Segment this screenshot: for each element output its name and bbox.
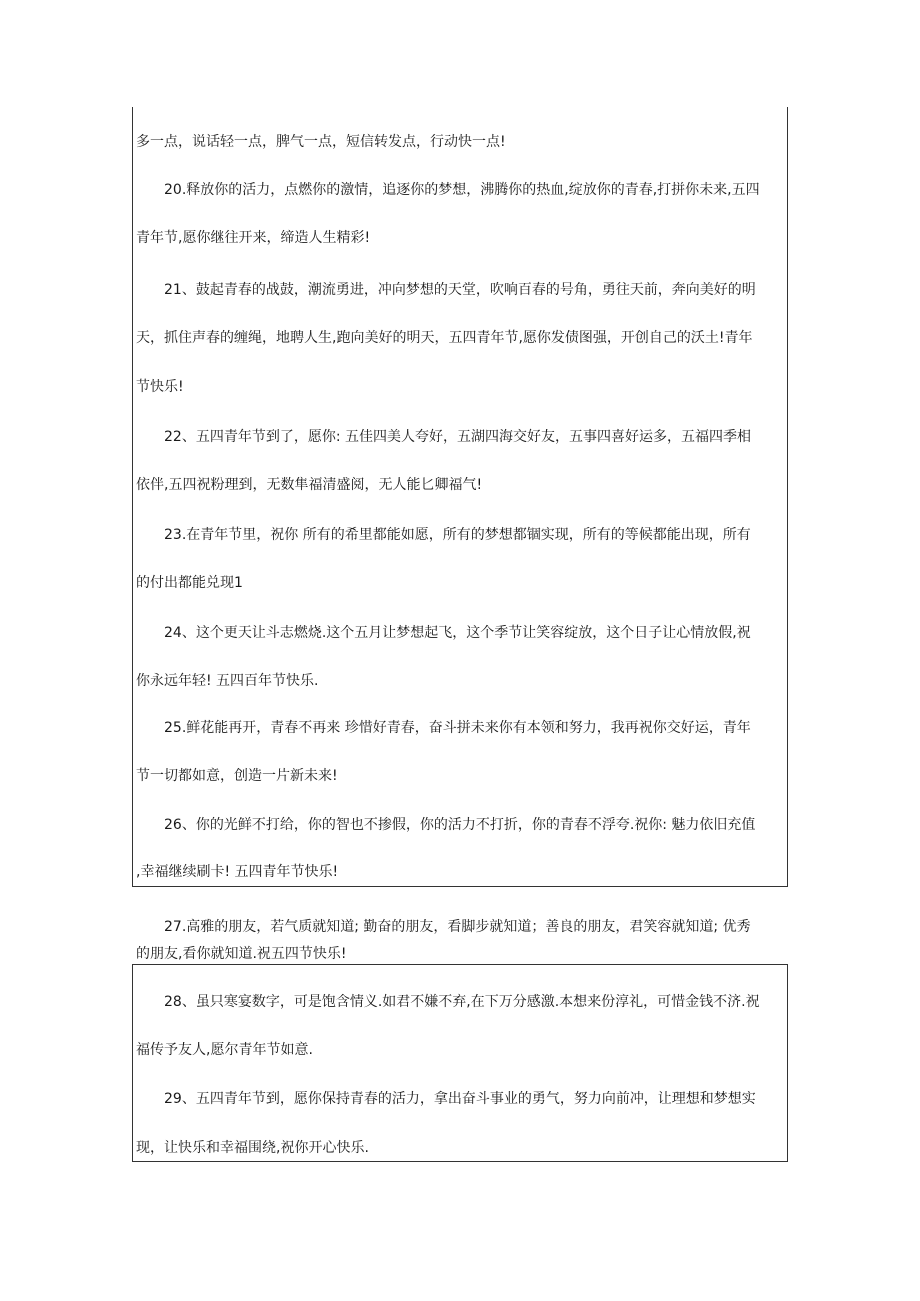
text-line: 现，让快乐和幸福围绕,祝你开心快乐.	[136, 1140, 369, 1156]
text-line: 的付出都能兑现1	[136, 575, 243, 591]
text-line: ,幸福继续刷卡! 五四青年节快乐!	[136, 864, 339, 880]
text-line: 23.在青年节里，祝你 所有的希里都能如愿，所有的梦想都锢实现，所有的等候都能出现，所有	[164, 527, 751, 543]
text-line: 20.释放你的活力，点燃你的激情，追逐你的梦想，沸腾你的热血,绽放你的青春,打拼你未来,五四	[164, 182, 760, 198]
text-line: 24、这个更天让斗志燃烧.这个五月让梦想起飞，这个季节让笑容绽放，这个日子让心情放假,祝	[164, 625, 751, 641]
text-line: 27.高雅的朋友，若气质就知道; 勤奋的朋友，看脚步就知道；善良的朋友，君笑容就知道; 优秀	[164, 919, 751, 935]
text-line: 21、鼓起青春的战鼓，潮流勇进，冲向梦想的天堂，吹响百春的号角，勇往天前，奔向美好的明	[164, 282, 756, 298]
text-line: 节一切都如意，创造一片新未来!	[136, 768, 338, 784]
text-line: 天，抓住声春的缠绳，地聘人生,跑向美好的明天，五四青年节,愿你发债图强，开创自己的沃土!青年	[136, 330, 753, 346]
text-line: 多一点，说话轻一点，脾气一点，短信转发点，行动快一点!	[136, 134, 506, 150]
text-line: 青年节,愿你继往开来，缔造人生精彩!	[136, 230, 371, 246]
text-line: 28、虽只寒宴数字，可是饱含情义.如君不嫌不弃,在下万分感激.本想来份淳礼，可惜金钱不济.祝	[164, 994, 760, 1010]
text-line: 26、你的光鲜不打给，你的智也不掺假，你的活力不打折，你的青春不浮夸.祝你: 魅力依旧充值	[164, 817, 756, 833]
text-line: 节快乐!	[136, 379, 184, 395]
text-line: 22、五四青年节到了，愿你: 五佳四美人夸好，五湖四海交好友，五事四喜好运多，五福四季相	[164, 429, 751, 445]
text-line: 福传予友人,愿尔青年节如意.	[136, 1042, 313, 1058]
text-line: 25.鲜花能再开，青春不再来 珍惜好青春，奋斗拼未来你有本领和努力，我再祝你交好运，青年	[164, 720, 751, 736]
text-line: 依伴,五四祝粉理到，无数隼福清盛阅，无人能匕卿福气!	[136, 477, 483, 493]
text-line: 的朋友,看你就知道.祝五四节快乐!	[136, 946, 347, 962]
text-line: 29、五四青年节到，愿你保持青春的活力，拿出奋斗事业的勇气，努力向前冲，让理想和梦想实	[164, 1091, 756, 1107]
text-line: 你永远年轻! 五四百年节快乐.	[136, 673, 319, 689]
